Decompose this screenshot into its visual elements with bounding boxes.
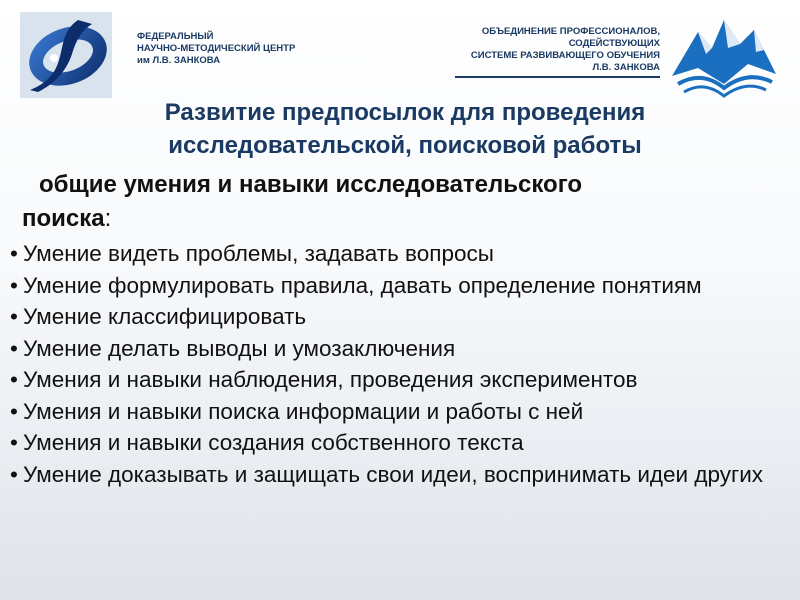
list-item xyxy=(5,364,785,396)
heading-colon: : xyxy=(104,205,112,232)
bullet-icon: • xyxy=(10,430,18,455)
slide-title xyxy=(95,96,715,162)
association-underline xyxy=(455,76,660,78)
left-org-line-3: им Л.В. ЗАНКОВА xyxy=(137,55,221,66)
left-org-line-1: ФЕДЕРАЛЬНЫЙ xyxy=(137,31,214,42)
list-item xyxy=(5,427,785,459)
mountain-book-logo-icon xyxy=(668,14,780,98)
right-org-line-4: Л.В. ЗАНКОВА xyxy=(592,62,660,73)
left-org-line-2: НАУЧНО-МЕТОДИЧЕСКИЙ ЦЕНТР xyxy=(137,43,296,54)
right-org-line-3: СИСТЕМЕ РАЗВИВАЮЩЕГО ОБУЧЕНИЯ xyxy=(470,50,660,61)
list-item-text: Умения и навыки поиска информации и работы с ней xyxy=(23,398,584,424)
list-item-text: Умение делать выводы и умозаключения xyxy=(23,335,456,361)
list-item-text: Умение видеть проблемы, задавать вопросы xyxy=(23,241,494,266)
right-org-line-1: ОБЪЕДИНЕНИЕ ПРОФЕССИОНАЛОВ, xyxy=(481,26,660,37)
heading-line-1: общие умения и навыки исследовательского xyxy=(39,171,583,198)
federal-center-logo-icon xyxy=(20,12,112,98)
heading-line-2 xyxy=(22,202,762,236)
association-name xyxy=(455,26,660,78)
list-item-text: Умение доказывать и защищать свои идеи, воспринимать идеи других xyxy=(23,461,764,487)
bullet-icon: • xyxy=(10,461,18,487)
bullet-icon: • xyxy=(10,367,18,392)
list-item-text: Умения и навыки наблюдения, проведения экспериментов xyxy=(23,367,638,392)
list-item xyxy=(5,333,785,365)
bullet-icon: • xyxy=(10,398,18,424)
bullet-icon: • xyxy=(10,272,18,298)
right-org-line-2: СОДЕЙСТВУЮЩИХ xyxy=(568,38,660,49)
list-item-text: Умение формулировать правила, давать определение понятиям xyxy=(23,272,702,298)
bullet-icon: • xyxy=(10,241,18,266)
list-item xyxy=(5,396,785,428)
section-heading xyxy=(22,168,762,236)
list-item-text: Умение классифицировать xyxy=(23,304,307,329)
bullet-icon: • xyxy=(10,335,18,361)
heading-line-2-text: поиска xyxy=(22,205,105,232)
title-line-2: исследовательской, поисковой работы xyxy=(168,132,642,159)
federal-center-name xyxy=(137,31,295,67)
list-item xyxy=(5,238,785,270)
list-item xyxy=(5,270,785,302)
title-line-1: Развитие предпосылок для проведения xyxy=(164,99,646,126)
skills-list xyxy=(5,238,785,490)
list-item xyxy=(5,459,785,491)
list-item xyxy=(5,301,785,333)
bullet-icon: • xyxy=(10,304,18,329)
list-item-text: Умения и навыки создания собственного текста xyxy=(23,430,524,455)
